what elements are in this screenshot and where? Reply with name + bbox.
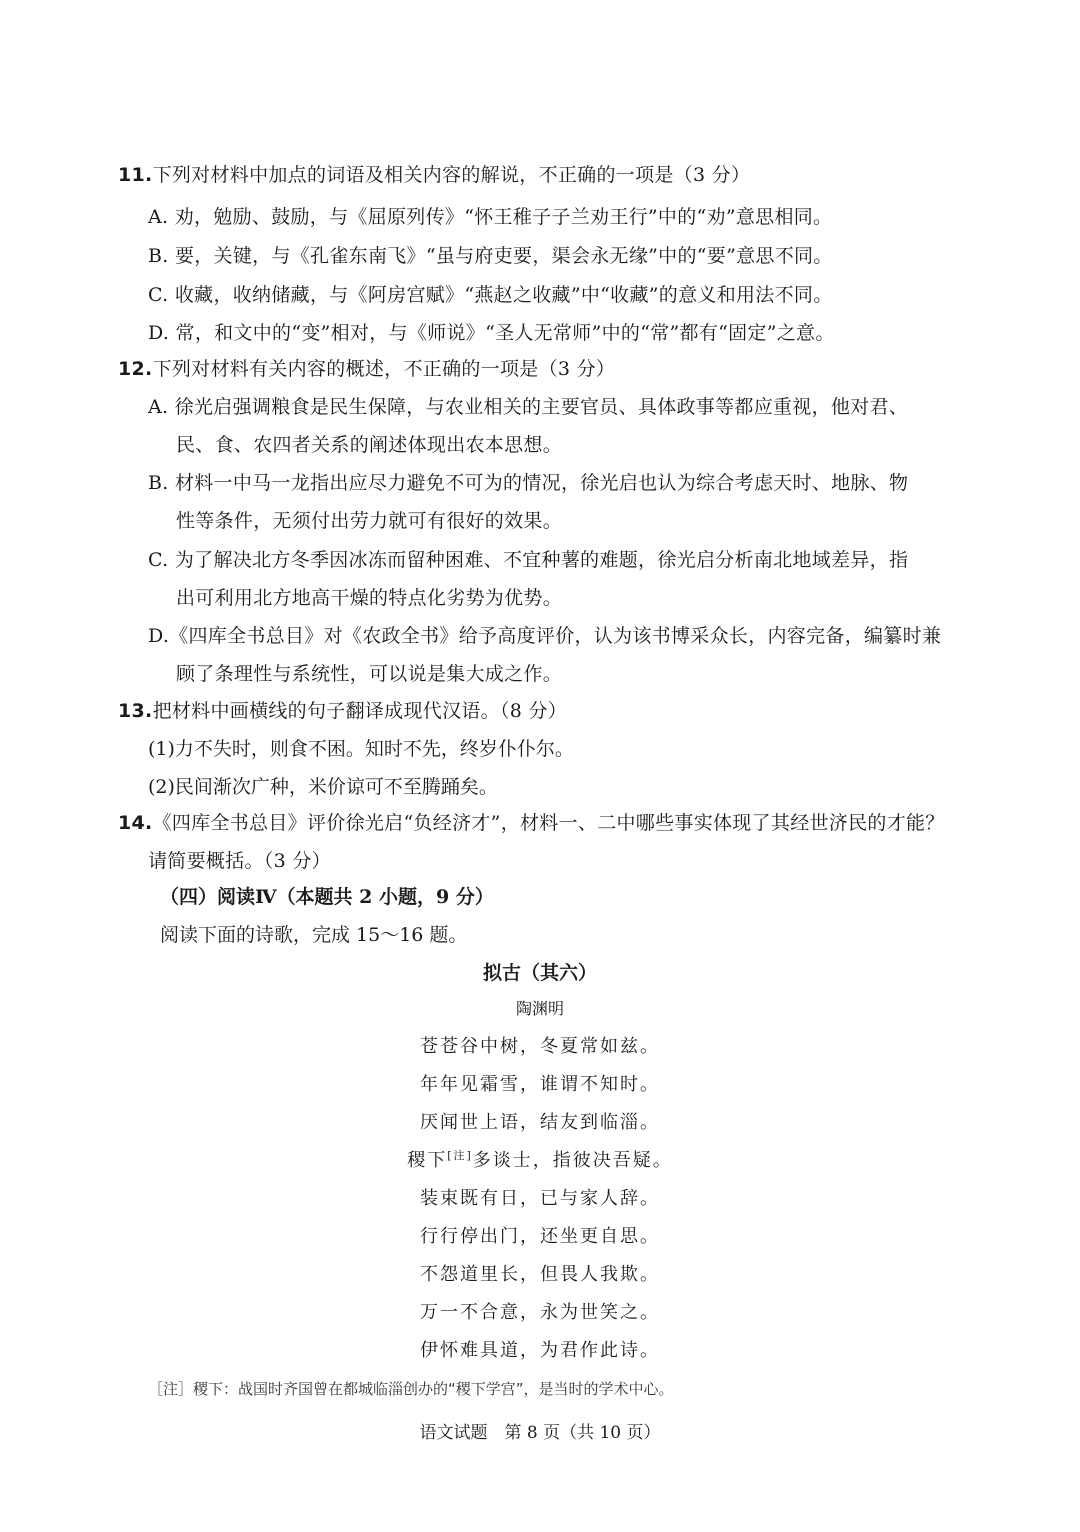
q12-option-c-line2: 出可利用北方地高干燥的特点化劣势为优势。 xyxy=(176,587,563,609)
question-14-text: 《四库全书总目》评价徐光启“负经济才”，材料一、二中哪些事实体现了其经世济民的才能？ xyxy=(152,812,945,834)
q13-item-1: (1)力不失时，则食不困。知时不先，终岁仆仆尔。 xyxy=(148,738,574,760)
footnote-mark: [注] xyxy=(447,1149,473,1162)
q12-option-b-line1: B. 材料一中马一龙指出应尽力避免不可为的情况，徐光启也认为综合考虑天时、地脉、物 xyxy=(148,472,909,494)
q12-option-a-line1: A. 徐光启强调粮食是民生保障，与农业相关的主要官员、具体政事等都应重视，他对君、 xyxy=(148,396,909,418)
poem-line-9: 伊怀难具道，为君作此诗。 xyxy=(420,1340,660,1361)
question-14-number: 14. xyxy=(118,812,153,834)
poem-line-7: 不怨道里长，但畏人我欺。 xyxy=(420,1264,660,1285)
page-footer: 语文试题 第 8 页（共 10 页） xyxy=(419,1423,661,1443)
q13-item-2: (2)民间渐次广种，米价谅可不至腾踊矣。 xyxy=(148,776,498,798)
q12-option-a-line2: 民、食、农四者关系的阐述体现出农本思想。 xyxy=(176,434,563,456)
poem-line-4 xyxy=(0,1146,1080,1172)
q11-option-b: B. 要，关键，与《孔雀东南飞》“虽与府吏要，渠会永无缘”中的“要”意思不同。 xyxy=(148,245,833,267)
q11-option-a: A. 劝，勉励、鼓励，与《屈原列传》“怀王稚子子兰劝王行”中的“劝”意思相同。 xyxy=(148,206,833,228)
question-12-number: 12. xyxy=(118,358,153,380)
poem-line-4-rest: 多谈士，指彼决吾疑。 xyxy=(472,1150,673,1171)
question-12-text: 下列对材料有关内容的概述，不正确的一项是（3 分） xyxy=(152,358,616,380)
footnote: ［注］稷下：战国时齐国曾在都城临淄创办的“稷下学宫”，是当时的学术中心。 xyxy=(148,1380,674,1398)
poem-line-1: 苍苍谷中树，冬夏常如兹。 xyxy=(420,1036,660,1057)
poem-author: 陶渊明 xyxy=(515,999,564,1018)
section-intro: 阅读下面的诗歌，完成 15～16 题。 xyxy=(160,924,468,946)
question-13-stem xyxy=(118,696,567,723)
question-11-number: 11. xyxy=(118,164,153,186)
poem-line-5: 装束既有日，已与家人辞。 xyxy=(420,1188,660,1209)
question-11-stem xyxy=(118,160,750,187)
poem-line-2: 年年见霜雪，谁谓不知时。 xyxy=(420,1074,660,1095)
poem-line-6: 行行停出门，还坐更自思。 xyxy=(420,1226,660,1247)
poem-line-4-prefix: 稷下 xyxy=(407,1150,448,1171)
q11-option-d: D. 常，和文中的“变”相对，与《师说》“圣人无常师”中的“常”都有“固定”之意。 xyxy=(148,322,835,344)
q12-option-b-line2: 性等条件，无须付出劳力就可有很好的效果。 xyxy=(176,510,563,532)
question-11-text: 下列对材料中加点的词语及相关内容的解说，不正确的一项是（3 分） xyxy=(152,164,751,186)
poem-line-8: 万一不合意，永为世笑之。 xyxy=(420,1302,660,1323)
poem-title: 拟古（其六） xyxy=(482,962,597,984)
q12-option-d-line1: D.《四库全书总目》对《农政全书》给予高度评价，认为该书博采众长，内容完备，编纂时兼 xyxy=(148,625,942,647)
q12-option-c-line1: C. 为了解决北方冬季因冰冻而留种困难、不宜种薯的难题，徐光启分析南北地域差异，指 xyxy=(148,549,909,571)
question-14-stem xyxy=(118,808,945,835)
question-12-stem xyxy=(118,354,615,381)
poem-line-3: 厌闻世上语，结友到临淄。 xyxy=(420,1112,660,1133)
section-heading: （四）阅读Ⅳ（本题共 2 小题，9 分） xyxy=(160,886,494,908)
q11-option-c: C. 收藏，收纳储藏，与《阿房宫赋》“燕赵之收藏”中“收藏”的意义和用法不同。 xyxy=(148,284,833,306)
question-14-text-line2: 请简要概括。（3 分） xyxy=(148,850,331,872)
q12-option-d-line2: 顾了条理性与系统性，可以说是集大成之作。 xyxy=(176,663,563,685)
question-13-text: 把材料中画横线的句子翻译成现代汉语。（8 分） xyxy=(152,700,568,722)
question-13-number: 13. xyxy=(118,700,153,722)
